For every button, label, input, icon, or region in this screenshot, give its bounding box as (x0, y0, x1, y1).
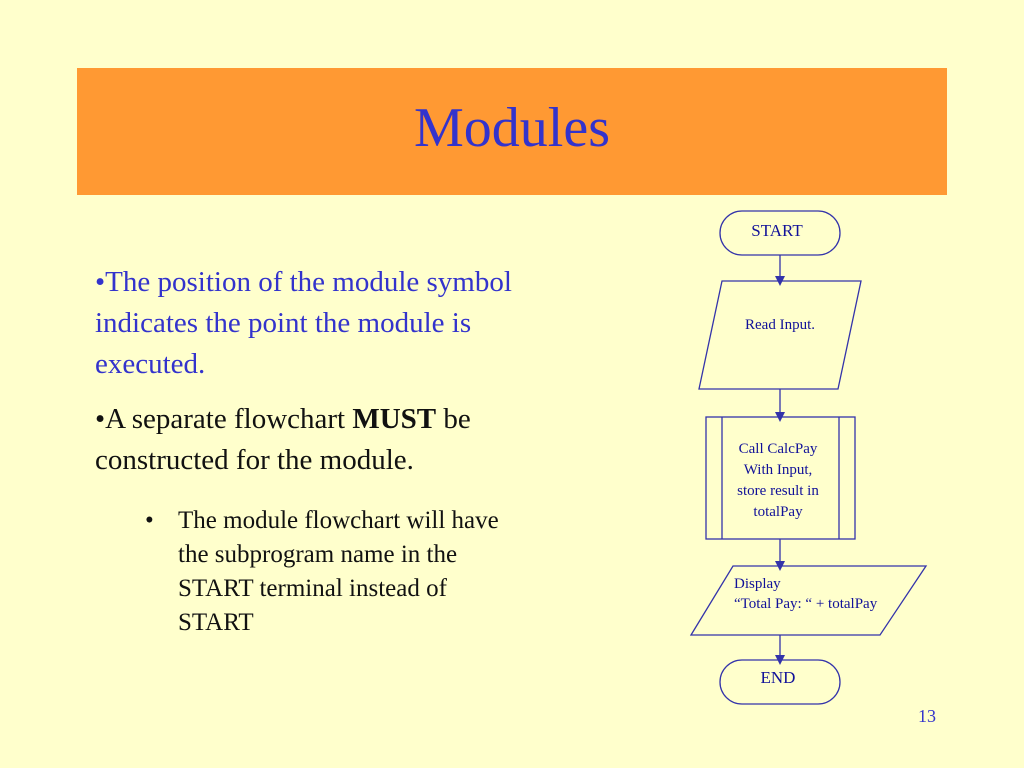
read-input-label: Read Input. (745, 317, 815, 333)
display-line-2: “Total Pay: “ + totalPay (734, 596, 878, 612)
slide-title: Modules (414, 96, 610, 159)
sub-bullet-text: The module flowchart will have the subprogram name in the START terminal instead of START (178, 507, 499, 636)
sub-bullet-marker: • (145, 507, 154, 534)
call-line-3: store result in (737, 483, 819, 499)
bullet-separate-suffix: be constructed for the module. (95, 403, 471, 476)
start-label: START (751, 221, 803, 240)
end-label: END (760, 668, 796, 687)
call-line-1: Call CalcPay (738, 441, 818, 457)
page-number: 13 (918, 706, 936, 726)
call-line-4: totalPay (753, 504, 803, 520)
call-module-box (706, 417, 855, 539)
read-input-parallelogram (699, 281, 861, 389)
bullet-position: •The position of the module symbol indicates the point the module is executed. (95, 266, 512, 380)
bullet-separate-prefix: •A separate flowchart (95, 403, 353, 435)
display-line-1: Display (734, 576, 781, 592)
bullet-must-emphasis: MUST (352, 403, 437, 435)
call-line-2: With Input, (743, 462, 813, 478)
